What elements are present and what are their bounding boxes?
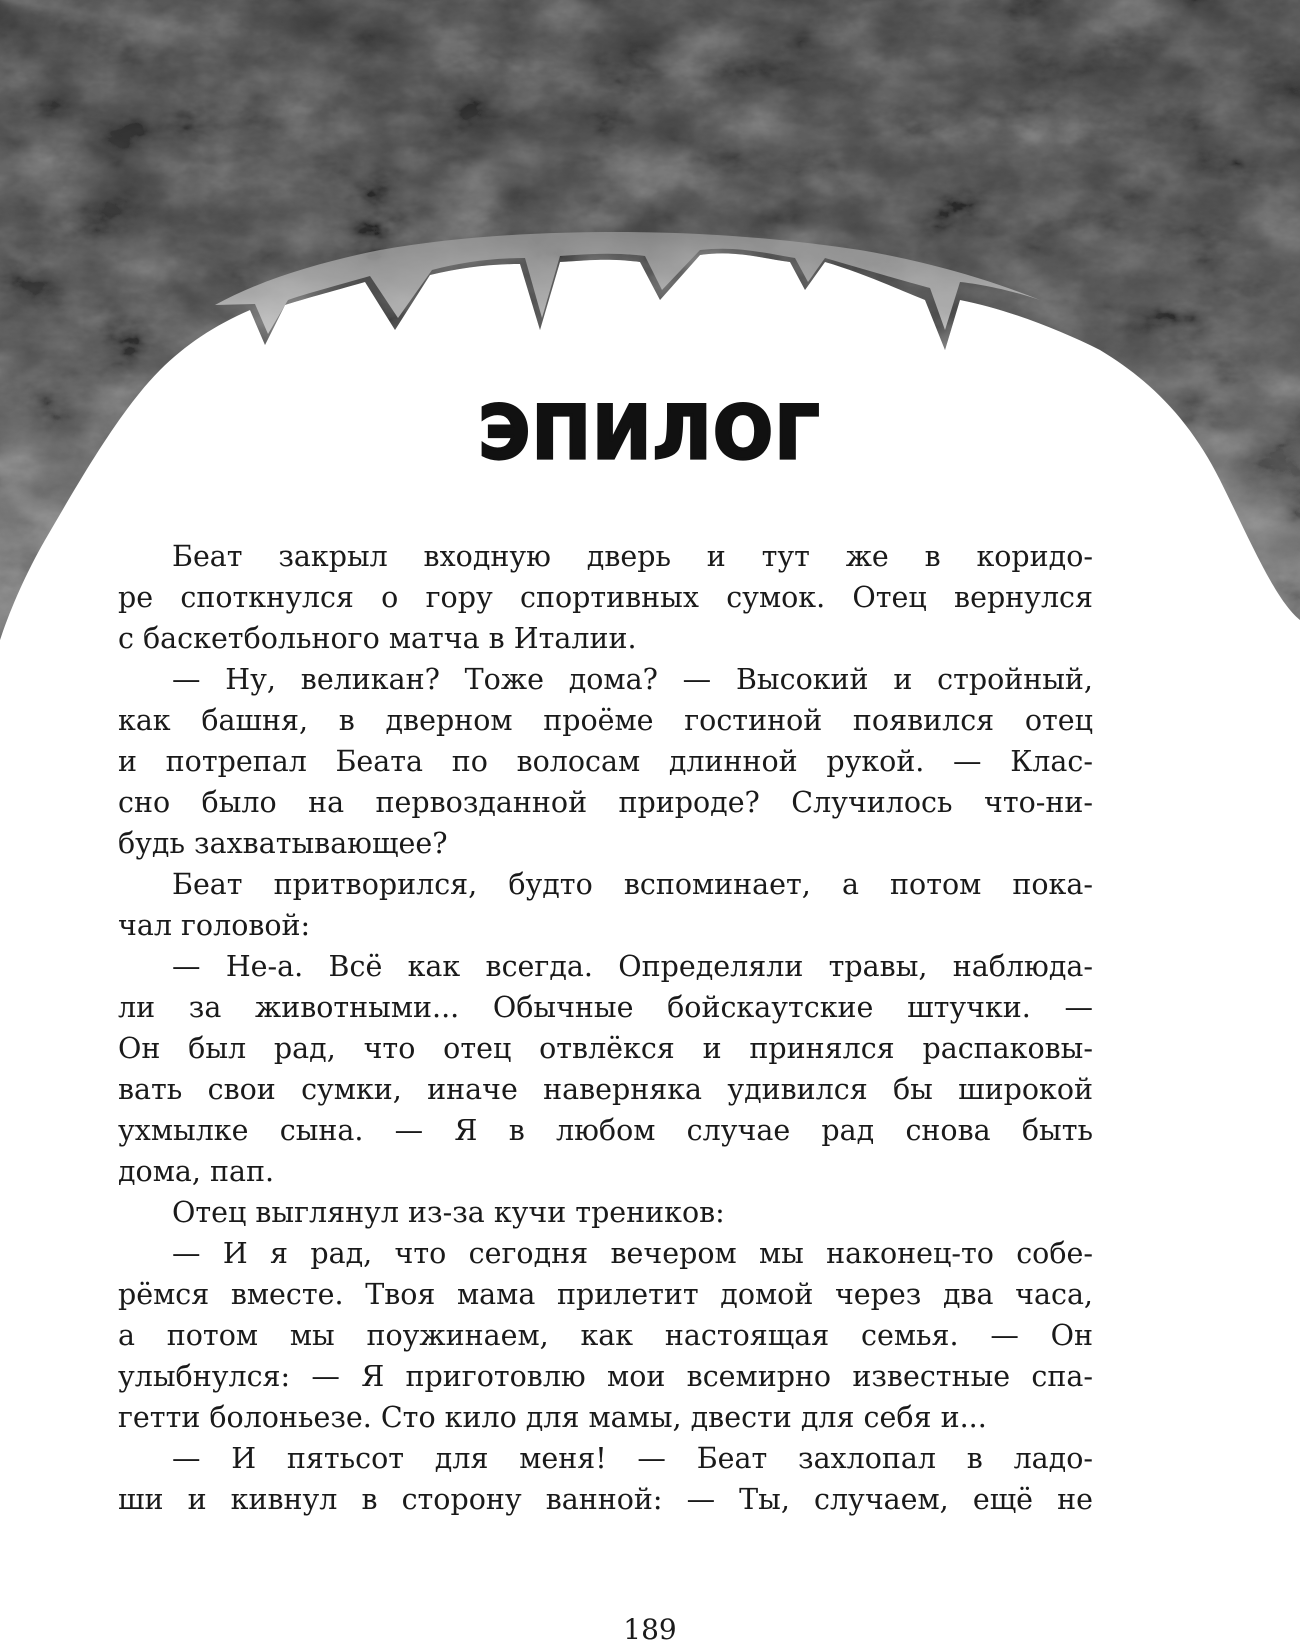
text-line: улыбнулся: — Я приготовлю мои всемирно известные спа- (118, 1360, 1093, 1393)
text-line: Беат закрыл входную дверь и тут же в коридо- (172, 540, 1093, 573)
text-line: и потрепал Беата по волосам длинной рукой. — Клас- (118, 745, 1093, 778)
text-line: как башня, в дверном проёме гостиной появился отец (118, 704, 1093, 737)
text-line: вать свои сумки, иначе наверняка удивился бы широкой (118, 1073, 1093, 1106)
text-line: с баскетбольного матча в Италии. (118, 622, 637, 655)
page-number: 189 (623, 1613, 677, 1646)
text-line: Он был рад, что отец отвлёкся и принялся распаковы- (118, 1032, 1093, 1065)
body-text (118, 536, 1093, 1520)
text-line: — И пятьсот для меня! — Беат захлопал в ладо- (172, 1442, 1093, 1475)
text-line: чал головой: (118, 909, 311, 942)
text-line: а потом мы поужинаем, как настоящая семья. — Он (118, 1319, 1093, 1352)
text-line: ли за животными... Обычные бойскаутские штучки. — (118, 991, 1093, 1024)
text-line: — И я рад, что сегодня вечером мы наконец-то собе- (172, 1237, 1093, 1270)
text-line: — Ну, великан? Тоже дома? — Высокий и стройный, (172, 663, 1093, 696)
text-line: Беат притворился, будто вспоминает, а потом пока- (172, 868, 1093, 901)
text-line: Отец выглянул из-за кучи треников: (172, 1196, 725, 1229)
text-line: сно было на первозданной природе? Случилось что-ни- (118, 786, 1093, 819)
text-line: ши и кивнул в сторону ванной: — Ты, случаем, ещё не (118, 1483, 1093, 1516)
text-line: гетти болоньезе. Сто кило для мамы, двести для себя и... (118, 1401, 987, 1434)
chapter-title: ЭПИЛОГ (478, 389, 822, 477)
text-line: — Не-а. Всё как всегда. Определяли травы, наблюда- (172, 950, 1093, 983)
text-line: ре споткнулся о гору спортивных сумок. Отец вернулся (118, 581, 1093, 614)
text-line: будь захватывающее? (118, 827, 448, 860)
text-line: рёмся вместе. Твоя мама прилетит домой через два часа, (118, 1278, 1093, 1311)
text-line: дома, пап. (118, 1155, 275, 1188)
text-line: ухмылке сына. — Я в любом случае рад снова быть (118, 1114, 1093, 1147)
